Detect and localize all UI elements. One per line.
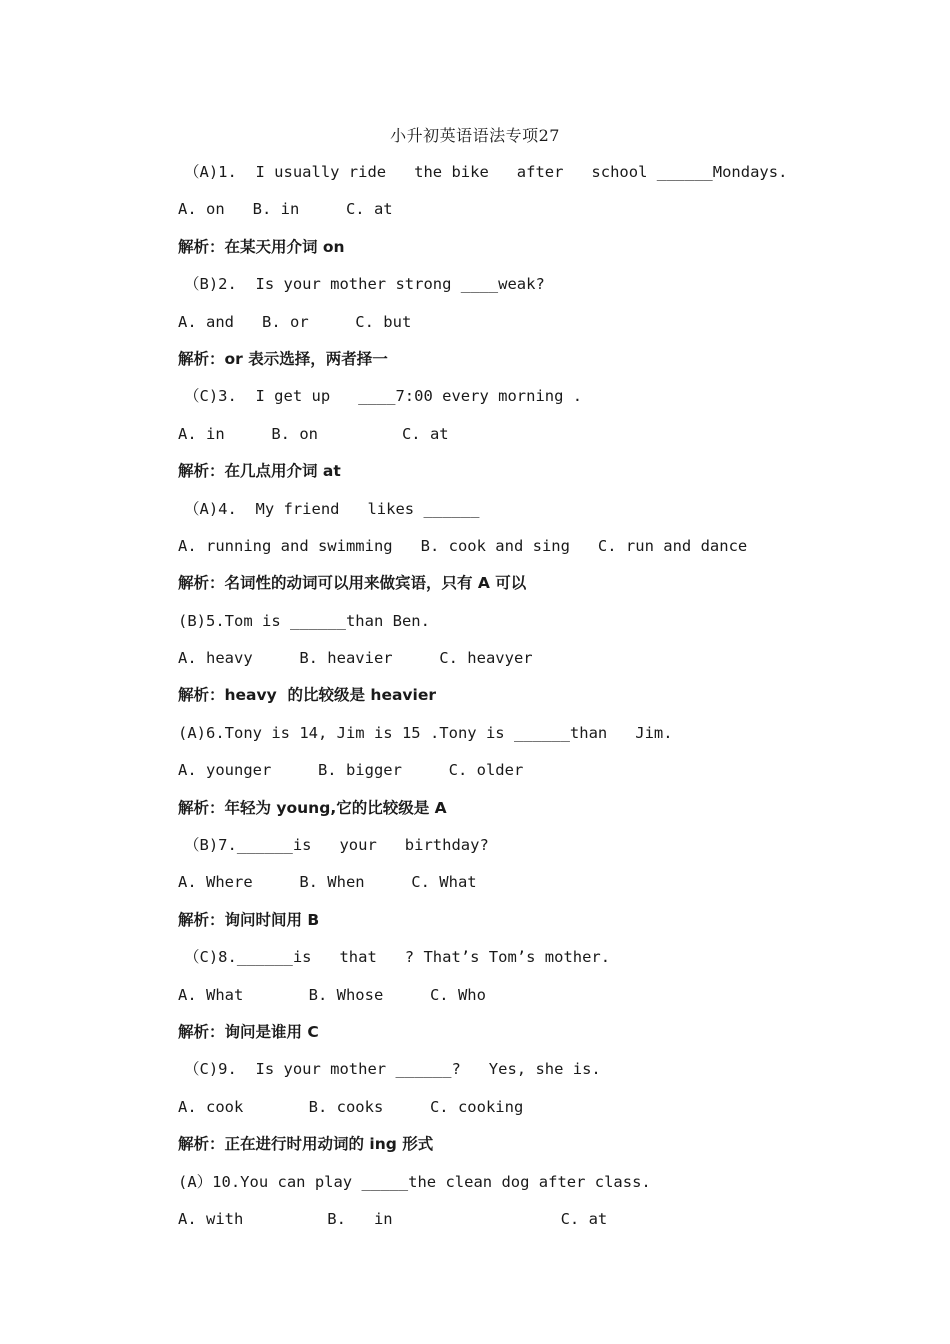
analysis-6: 解析：年轻为 young,它的比较级是 A [178, 798, 447, 817]
analysis-8: 解析：询问是谁用 C [178, 1022, 319, 1041]
question-8: （C)8.______is that ? That’s Tom’s mother. [184, 948, 611, 967]
question-9: （C)9. Is your mother ______? Yes, she is. [184, 1060, 601, 1079]
page-title: 小升初英语语法专项27 [390, 126, 560, 145]
options-7: A. Where B. When C. What [178, 873, 477, 892]
options-2: A. and B. or C. but [178, 312, 412, 331]
analysis-7: 解析：询问时间用 B [178, 910, 320, 929]
question-3: （C)3. I get up ____7:00 every morning . [184, 387, 583, 406]
options-10: A. with B. in C. at [178, 1209, 608, 1228]
options-6: A. younger B. bigger C. older [178, 761, 524, 780]
options-5: A. heavy B. heavier C. heavyer [178, 649, 533, 668]
options-1: A. on B. in C. at [178, 200, 393, 219]
question-4: （A)4. My friend likes ______ [184, 499, 480, 518]
analysis-2: 解析：or 表示选择，两者择一 [178, 349, 388, 368]
analysis-4: 解析：名词性的动词可以用来做宾语，只有 A 可以 [178, 574, 527, 593]
analysis-9: 解析：正在进行时用动词的 ing 形式 [178, 1135, 434, 1154]
options-3: A. in B. on C. at [178, 424, 449, 443]
question-7: （B)7.______is your birthday? [184, 836, 489, 855]
analysis-5: 解析：heavy 的比较级是 heavier [178, 686, 436, 705]
analysis-3: 解析：在几点用介词 at [178, 462, 341, 481]
question-6: (A)6.Tony is 14, Jim is 15 .Tony is ______than Jim. [178, 723, 673, 742]
options-4: A. running and swimming B. cook and sing C. run and dance [178, 536, 748, 555]
options-8: A. What B. Whose C. Who [178, 985, 486, 1004]
question-10: (A）10.You can play _____the clean dog after class. [178, 1172, 651, 1191]
question-1: （A)1. I usually ride the bike after school ______Mondays. [184, 163, 788, 181]
question-2: （B)2. Is your mother strong ____weak? [184, 275, 545, 294]
question-5: (B)5.Tom is ______than Ben. [178, 611, 430, 630]
options-9: A. cook B. cooks C. cooking [178, 1097, 524, 1116]
exercise-list [178, 160, 798, 1244]
analysis-1: 解析：在某天用介词 on [178, 237, 345, 256]
